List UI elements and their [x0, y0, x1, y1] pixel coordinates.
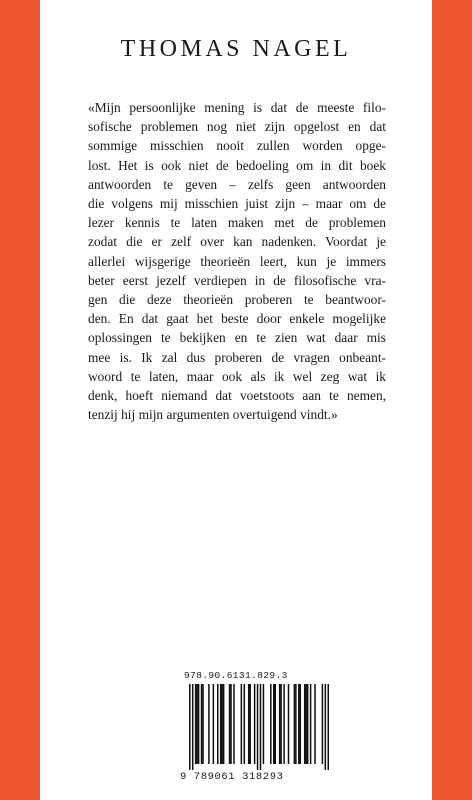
- author-name: THOMAS NAGEL: [120, 36, 352, 62]
- barcode-bar: [260, 684, 262, 770]
- blurb-quote: [88, 98, 386, 424]
- blurb-line: lost. Het is ook niet de bedoeling om in dit boek: [88, 157, 386, 173]
- barcode-bar: [241, 684, 243, 764]
- blurb-line: mee is. Ik zal dus proberen de vragen onbeant-: [88, 349, 386, 365]
- barcode-bar: [274, 684, 276, 764]
- blurb-line: sofische problemen nog niet zijn opgelost en dat: [88, 119, 386, 135]
- isbn-label: 978.90.6131.829.3: [184, 670, 288, 681]
- barcode-bar: [310, 684, 312, 764]
- barcode-bar: [263, 684, 265, 764]
- blurb-line: lezer kennis te laten maken met de problemen: [88, 215, 386, 231]
- barcode-bar: [192, 684, 194, 770]
- barcode-bar: [295, 684, 297, 764]
- barcode-bar: [283, 684, 285, 764]
- barcode-bar: [233, 684, 235, 764]
- barcode-bar: [280, 684, 282, 764]
- barcode-bar: [189, 684, 191, 770]
- barcode-bar: [288, 684, 290, 764]
- barcode-bar: [322, 684, 324, 764]
- blurb-line: sommige misschien nooit zullen worden opge-: [88, 138, 386, 154]
- barcode-bar: [328, 684, 329, 770]
- blurb-line: oplossingen te bekijken en te zien wat daar mis: [88, 330, 386, 346]
- barcode-bar: [257, 684, 259, 770]
- blurb-line: «Mijn persoonlijke mening is dat de meeste filo-: [88, 100, 386, 115]
- blurb-line: allerlei wijsgerige theorieën leert, kun je immers: [88, 253, 386, 269]
- barcode-bar: [229, 684, 231, 764]
- blurb-line: den. En dat gaat het beste door enkele mogelijke: [88, 311, 386, 327]
- barcode-bar: [294, 684, 296, 764]
- barcode-bar: [213, 684, 215, 764]
- barcode-bar: [244, 684, 246, 764]
- barcode-bar: [279, 684, 281, 764]
- barcode-bar: [249, 684, 251, 764]
- barcode-bar: [325, 684, 327, 770]
- blurb-line: die volgens mij misschien juist zijn – maar om de: [88, 196, 386, 212]
- back-cover-panel: [40, 0, 432, 800]
- barcode-bar: [220, 684, 222, 764]
- barcode-bar: [273, 684, 275, 764]
- barcode-bar: [270, 684, 272, 764]
- barcode-bar: [195, 684, 197, 764]
- blurb-line: zodat die er zelf over kan nadenken. Voordat je: [88, 234, 386, 250]
- blurb-line: beter eerst jezelf verdiepen in de filosofische vra-: [88, 272, 386, 288]
- barcode-digits: 9 789061 318293: [180, 771, 284, 783]
- barcode-bar: [201, 684, 203, 764]
- barcode-bar: [202, 684, 204, 764]
- barcode-bar: [221, 684, 223, 764]
- barcode-bar: [254, 684, 256, 764]
- barcode-bar: [298, 684, 300, 764]
- blurb-line-last: tenzij hij mijn argumenten overtuigend vindt.»: [88, 407, 338, 423]
- barcode-bar: [230, 684, 232, 764]
- blurb-line: antwoorden te geven – zelfs geen antwoorden: [88, 176, 386, 192]
- barcode-bar: [223, 684, 225, 764]
- barcode-bar: [196, 684, 198, 764]
- barcode-bar: [305, 684, 307, 764]
- barcode-bar: [217, 684, 219, 764]
- barcode-bar: [304, 684, 306, 764]
- barcode-bar: [208, 684, 210, 764]
- barcode-bar: [300, 684, 302, 764]
- barcode-bar: [307, 684, 309, 764]
- barcode-bar: [198, 684, 200, 764]
- barcode: [189, 684, 329, 770]
- barcode-bar: [314, 684, 316, 764]
- blurb-line: gen die deze theorieën proberen te beantwoor-: [88, 292, 386, 308]
- blurb-line: denk, hoeft niemand dat voetstoots aan te nemen,: [88, 388, 386, 404]
- blurb-line: woord te laten, maar ook als ik wel zeg wat ik: [88, 368, 386, 384]
- barcode-bar: [248, 684, 250, 764]
